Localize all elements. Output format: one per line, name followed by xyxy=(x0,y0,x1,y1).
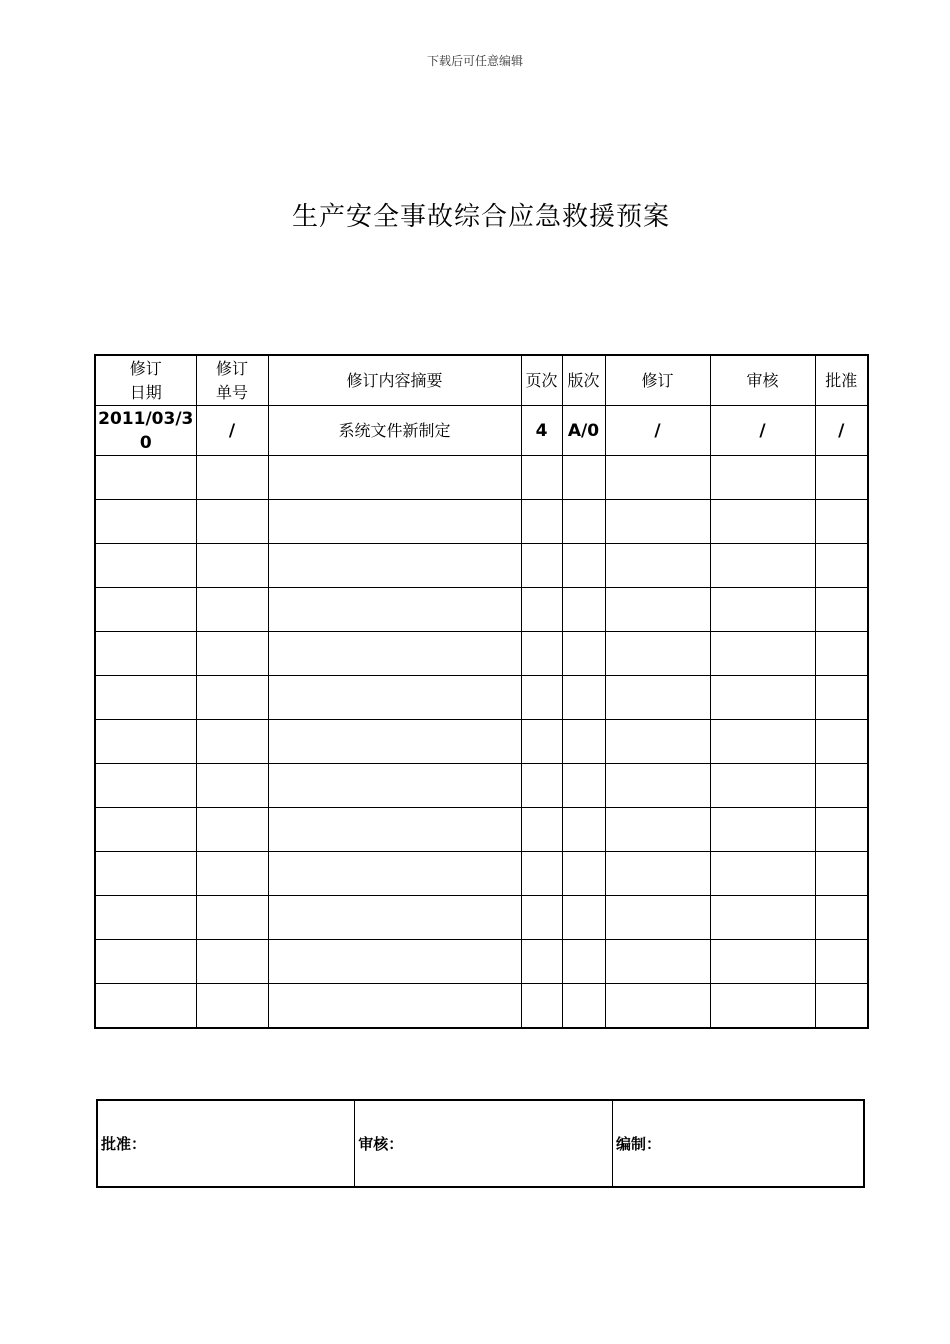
empty-cell xyxy=(95,984,196,1029)
empty-cell xyxy=(196,588,268,632)
header-page: 页次 xyxy=(521,355,562,406)
empty-cell xyxy=(562,500,605,544)
empty-cell xyxy=(196,852,268,896)
header-reviewed-by: 审核 xyxy=(710,355,815,406)
header-approved-by: 批准 xyxy=(815,355,868,406)
empty-cell xyxy=(815,544,868,588)
empty-cell xyxy=(268,588,521,632)
empty-cell xyxy=(521,456,562,500)
revision-summary-cell: 系统文件新制定 xyxy=(268,406,521,456)
revision-table xyxy=(94,354,869,1029)
empty-cell xyxy=(95,764,196,808)
empty-cell xyxy=(521,808,562,852)
empty-cell xyxy=(562,984,605,1029)
signoff-table xyxy=(96,1099,865,1188)
header-revision-summary: 修订内容摘要 xyxy=(268,355,521,406)
empty-cell xyxy=(710,808,815,852)
table-row xyxy=(95,940,868,984)
table-row xyxy=(95,852,868,896)
empty-cell xyxy=(605,588,710,632)
revised-by-cell: / xyxy=(605,406,710,456)
empty-cell xyxy=(521,720,562,764)
empty-cell xyxy=(815,456,868,500)
header-revised-by: 修订 xyxy=(605,355,710,406)
empty-cell xyxy=(605,808,710,852)
approved-by-cell: / xyxy=(815,406,868,456)
empty-cell xyxy=(196,720,268,764)
prepare-field: 编制： xyxy=(613,1100,865,1187)
empty-cell xyxy=(710,456,815,500)
empty-cell xyxy=(605,456,710,500)
empty-cell xyxy=(95,940,196,984)
review-field: 审核： xyxy=(355,1100,613,1187)
empty-cell xyxy=(521,852,562,896)
empty-cell xyxy=(710,940,815,984)
empty-cell xyxy=(268,852,521,896)
empty-cell xyxy=(268,676,521,720)
empty-cell xyxy=(710,632,815,676)
empty-cell xyxy=(605,764,710,808)
document-title: 生产安全事故综合应急救援预案 xyxy=(291,202,670,232)
empty-cell xyxy=(196,764,268,808)
empty-cell xyxy=(196,940,268,984)
revision-date-cell: 2011/03/30 xyxy=(95,406,196,456)
empty-cell xyxy=(562,676,605,720)
header-revision-number: 修订 单号 xyxy=(196,355,268,406)
empty-cell xyxy=(95,676,196,720)
table-row xyxy=(95,676,868,720)
empty-cell xyxy=(605,852,710,896)
reviewed-by-cell: / xyxy=(710,406,815,456)
empty-cell xyxy=(710,852,815,896)
empty-cell xyxy=(196,500,268,544)
empty-cell xyxy=(605,720,710,764)
empty-cell xyxy=(605,984,710,1029)
empty-cell xyxy=(815,720,868,764)
table-row xyxy=(95,456,868,500)
empty-cell xyxy=(562,808,605,852)
empty-cell xyxy=(521,544,562,588)
empty-cell xyxy=(268,808,521,852)
empty-cell xyxy=(521,500,562,544)
approve-field: 批准： xyxy=(97,1100,355,1187)
empty-cell xyxy=(196,544,268,588)
empty-cell xyxy=(562,632,605,676)
empty-cell xyxy=(710,544,815,588)
empty-cell xyxy=(521,896,562,940)
empty-cell xyxy=(196,676,268,720)
table-row xyxy=(95,632,868,676)
empty-cell xyxy=(562,852,605,896)
empty-cell xyxy=(710,984,815,1029)
empty-cell xyxy=(605,940,710,984)
table-row xyxy=(95,764,868,808)
empty-cell xyxy=(521,632,562,676)
empty-cell xyxy=(562,544,605,588)
empty-cell xyxy=(268,456,521,500)
empty-cell xyxy=(521,588,562,632)
empty-cell xyxy=(196,984,268,1029)
empty-cell xyxy=(268,544,521,588)
empty-cell xyxy=(605,500,710,544)
empty-cell xyxy=(95,588,196,632)
empty-cell xyxy=(710,720,815,764)
table-row xyxy=(95,544,868,588)
version-cell: A/0 xyxy=(562,406,605,456)
header-revision-date: 修订 日期 xyxy=(95,355,196,406)
empty-cell xyxy=(268,720,521,764)
table-row xyxy=(95,720,868,764)
empty-cell xyxy=(815,984,868,1029)
empty-cell xyxy=(268,764,521,808)
empty-cell xyxy=(562,764,605,808)
empty-cell xyxy=(521,676,562,720)
empty-cell xyxy=(815,588,868,632)
empty-cell xyxy=(710,764,815,808)
empty-cell xyxy=(710,896,815,940)
empty-cell xyxy=(562,588,605,632)
table-row xyxy=(95,896,868,940)
table-row xyxy=(95,808,868,852)
empty-cell xyxy=(268,632,521,676)
table-row xyxy=(95,406,868,456)
revision-header-row xyxy=(95,355,868,406)
empty-cell xyxy=(95,896,196,940)
empty-cell xyxy=(562,940,605,984)
empty-cell xyxy=(815,896,868,940)
empty-cell xyxy=(815,632,868,676)
empty-cell xyxy=(605,896,710,940)
header-version: 版次 xyxy=(562,355,605,406)
table-row xyxy=(95,984,868,1029)
table-row xyxy=(95,500,868,544)
empty-cell xyxy=(815,676,868,720)
empty-cell xyxy=(562,720,605,764)
empty-cell xyxy=(268,940,521,984)
empty-cell xyxy=(95,632,196,676)
empty-cell xyxy=(196,456,268,500)
page-cell: 4 xyxy=(521,406,562,456)
revision-number-cell: / xyxy=(196,406,268,456)
empty-cell xyxy=(562,456,605,500)
empty-cell xyxy=(710,500,815,544)
empty-cell xyxy=(605,676,710,720)
empty-cell xyxy=(268,500,521,544)
empty-cell xyxy=(521,764,562,808)
empty-cell xyxy=(196,632,268,676)
empty-cell xyxy=(605,632,710,676)
empty-cell xyxy=(815,940,868,984)
empty-cell xyxy=(605,544,710,588)
empty-cell xyxy=(521,940,562,984)
empty-cell xyxy=(815,500,868,544)
empty-cell xyxy=(268,896,521,940)
empty-cell xyxy=(710,588,815,632)
empty-cell xyxy=(815,808,868,852)
empty-cell xyxy=(710,676,815,720)
empty-cell xyxy=(95,852,196,896)
empty-cell xyxy=(95,500,196,544)
empty-cell xyxy=(196,896,268,940)
header-note: 下载后可任意编辑 xyxy=(426,54,523,68)
empty-cell xyxy=(815,852,868,896)
empty-cell xyxy=(95,808,196,852)
empty-rows xyxy=(95,456,868,1029)
empty-cell xyxy=(268,984,521,1029)
empty-cell xyxy=(562,896,605,940)
empty-cell xyxy=(815,764,868,808)
empty-cell xyxy=(95,456,196,500)
table-row xyxy=(95,588,868,632)
empty-cell xyxy=(95,720,196,764)
empty-cell xyxy=(196,808,268,852)
empty-cell xyxy=(521,984,562,1029)
empty-cell xyxy=(95,544,196,588)
